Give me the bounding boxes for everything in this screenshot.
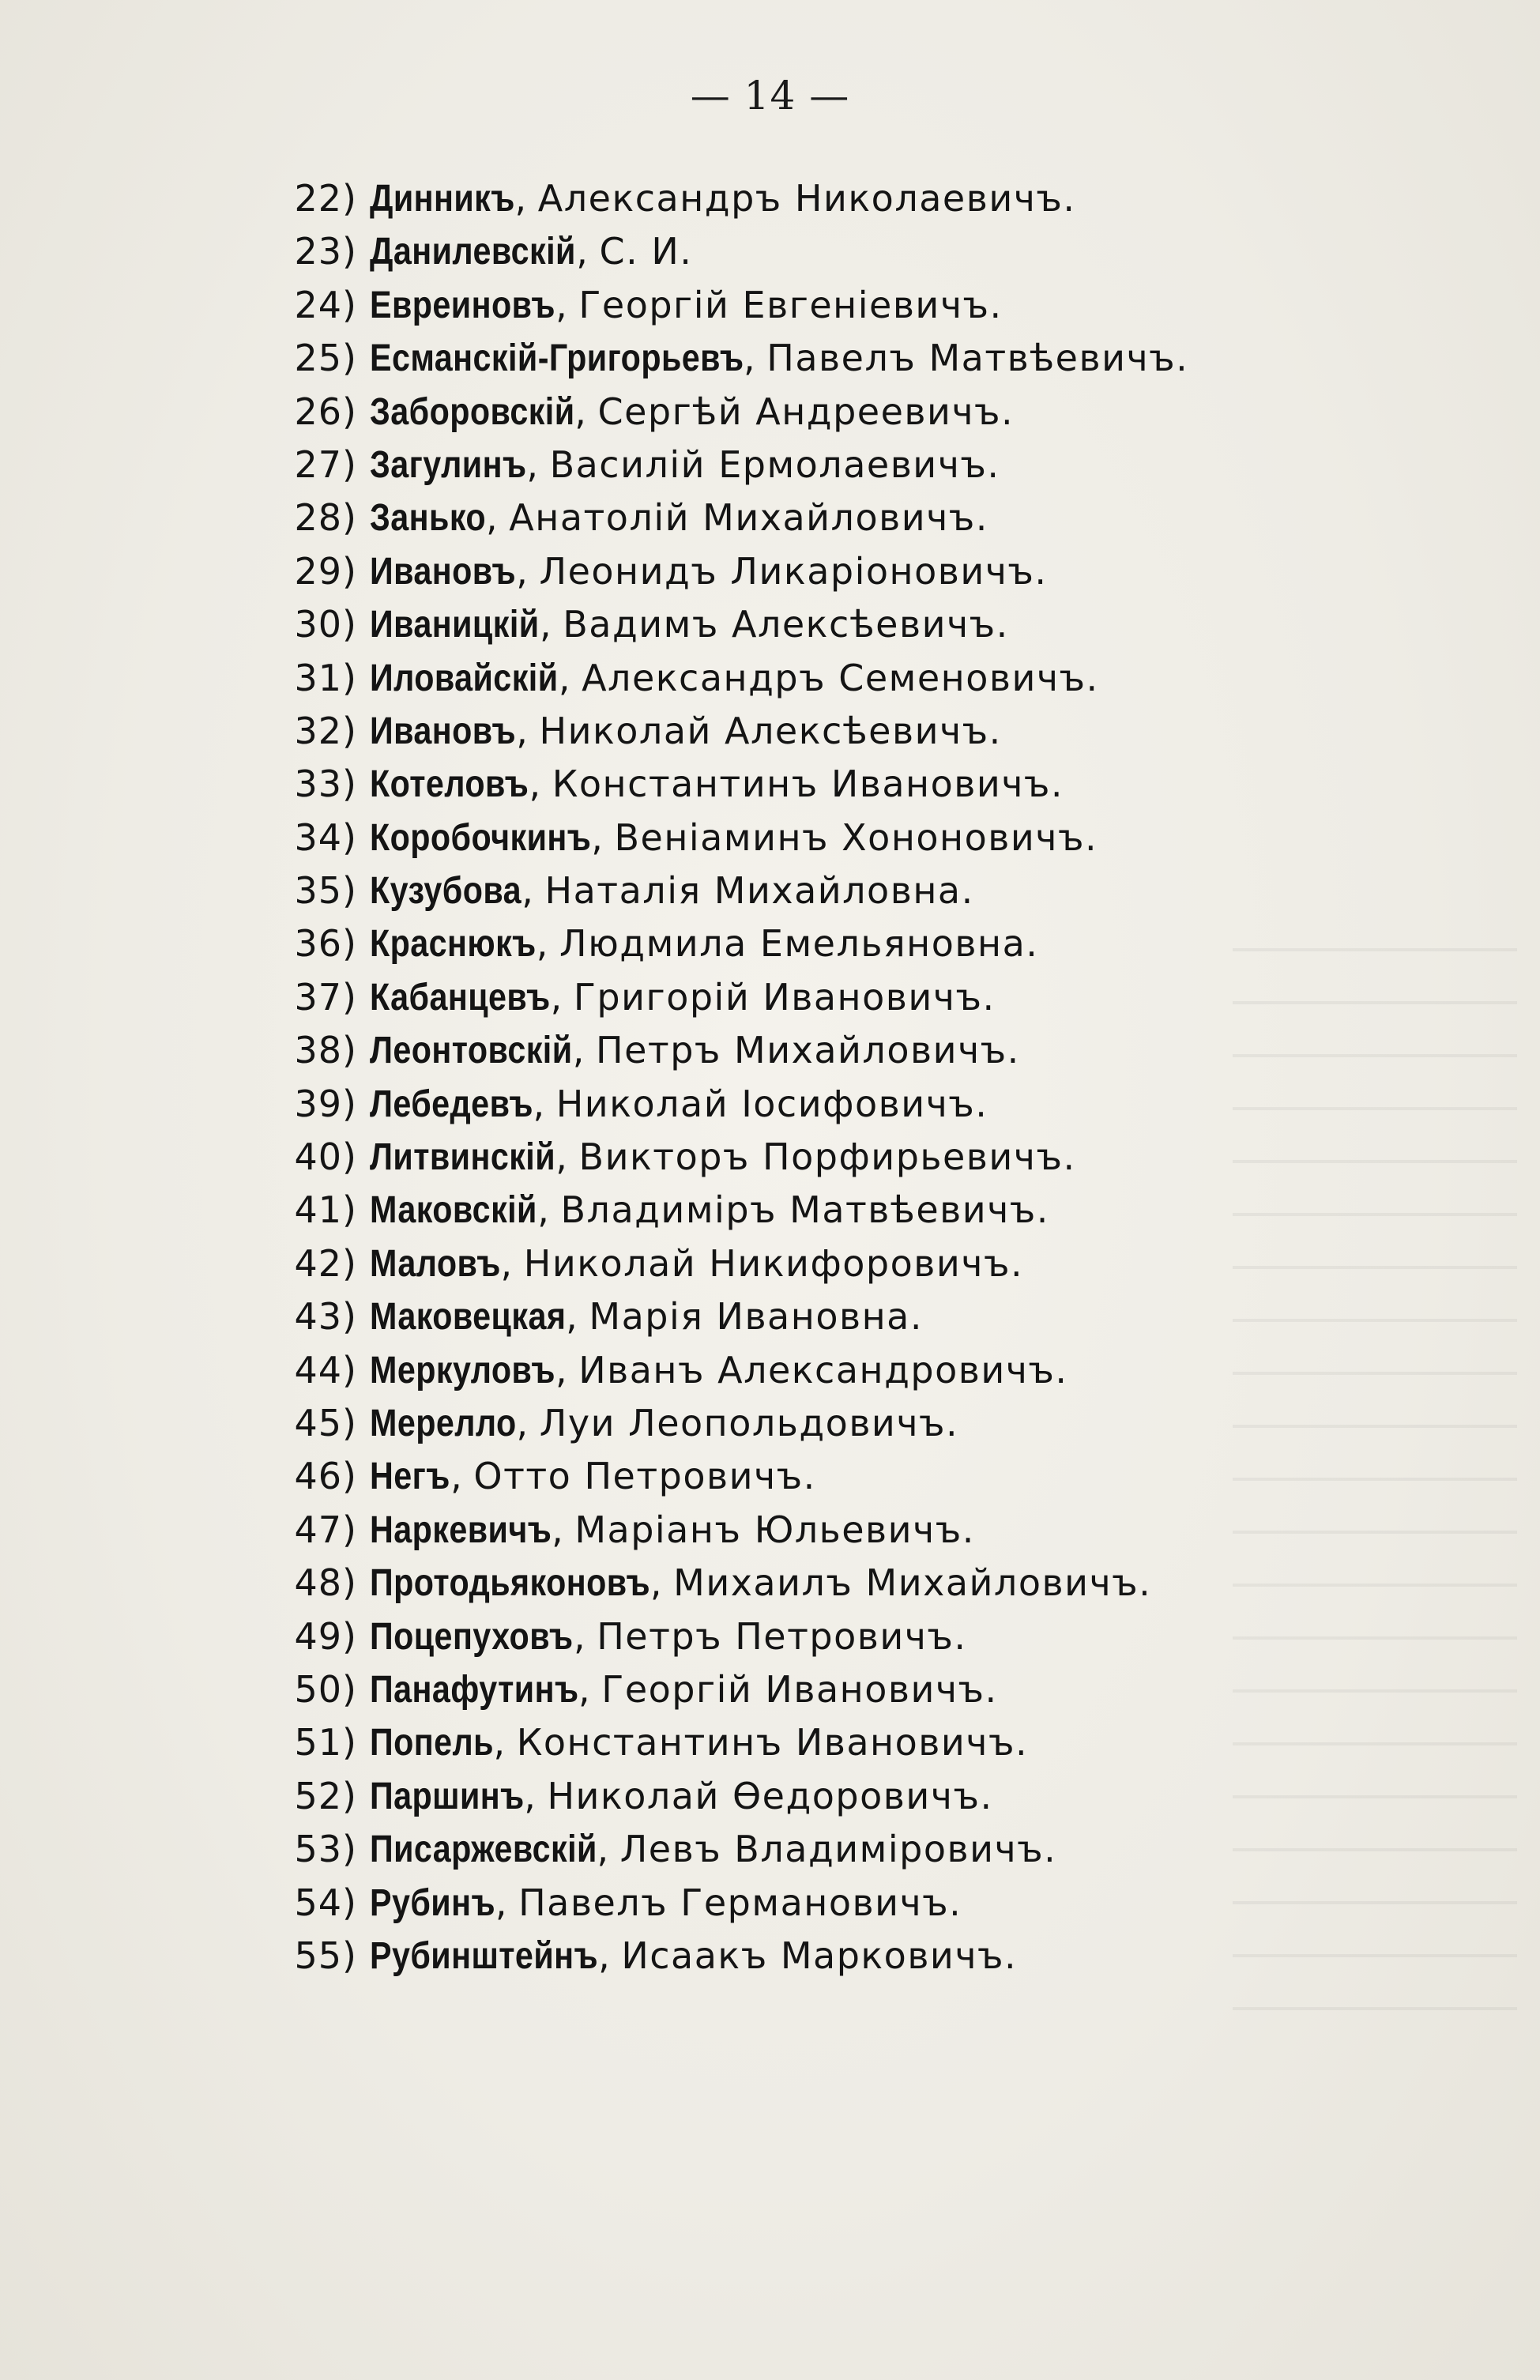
entry-surname: Писаржевскій (370, 1828, 597, 1871)
entry-number: 23) (294, 230, 357, 273)
entry-number: 46) (294, 1455, 357, 1498)
entry-surname: Негъ (370, 1455, 450, 1498)
list-item (261, 1184, 1446, 1237)
entry-separator: , (578, 1667, 602, 1711)
name-list (261, 172, 1446, 1983)
list-item (261, 758, 1446, 811)
entry-separator: , (516, 709, 540, 752)
entry-number: 52) (294, 1774, 357, 1817)
entry-given-name: Николай Іосифовичъ. (555, 1082, 988, 1125)
entry-number: 33) (294, 763, 357, 806)
entry-surname: Протодьяконовъ (370, 1562, 651, 1605)
entry-given-name: Павелъ Матвѣевичъ. (766, 337, 1189, 380)
list-item (261, 1823, 1446, 1876)
entry-surname: Наркевичъ (370, 1508, 552, 1551)
entry-separator: , (486, 496, 510, 540)
entry-number: 22) (294, 177, 357, 220)
entry-number: 30) (294, 603, 357, 646)
entry-given-name: Василій Ермолаевичъ. (549, 442, 1000, 486)
list-item (261, 1557, 1446, 1610)
entry-given-name: Николай Өедоровичъ. (547, 1774, 993, 1817)
entry-separator: , (558, 656, 582, 699)
list-item (261, 864, 1446, 917)
entry-separator: , (572, 1029, 597, 1072)
entry-separator: , (597, 1828, 620, 1871)
entry-surname: Данилевскій (370, 231, 576, 273)
list-item (261, 491, 1446, 544)
list-item (261, 705, 1446, 758)
entry-surname: Маковецкая (370, 1296, 567, 1339)
entry-surname: Леонтовскій (370, 1030, 573, 1072)
list-item (261, 332, 1446, 385)
list-item (261, 279, 1446, 332)
entry-number: 54) (294, 1881, 357, 1924)
list-item (261, 1663, 1446, 1716)
entry-number: 35) (294, 869, 357, 913)
entry-surname: Литвинскій (370, 1136, 556, 1179)
list-item (261, 1344, 1446, 1397)
entry-surname: Загулинъ (370, 443, 527, 486)
entry-number: 47) (294, 1508, 357, 1551)
entry-given-name: Иванъ Александровичъ. (578, 1348, 1068, 1391)
entry-number: 28) (294, 496, 357, 540)
entry-surname: Маловъ (370, 1242, 501, 1285)
entry-separator: , (555, 1348, 579, 1391)
entry-surname: Кузубова (370, 870, 522, 913)
entry-given-name: Маріанъ Юльевичъ. (574, 1508, 975, 1551)
entry-given-name: Павелъ Германовичъ. (518, 1881, 962, 1924)
entry-number: 41) (294, 1188, 357, 1232)
entry-number: 40) (294, 1135, 357, 1179)
entry-separator: , (574, 390, 598, 433)
entry-given-name: Михаилъ Михайловичъ. (673, 1561, 1152, 1605)
entry-separator: , (555, 1135, 579, 1179)
entry-separator: , (550, 975, 574, 1019)
entry-given-name: Отто Петровичъ. (473, 1455, 816, 1498)
list-item (261, 1450, 1446, 1503)
entry-given-name: Константинъ Ивановичъ. (552, 763, 1064, 806)
entry-given-name: Сергѣй Андреевичъ. (597, 390, 1015, 433)
list-item (261, 1770, 1446, 1823)
entry-number: 34) (294, 815, 357, 859)
list-item (261, 225, 1446, 278)
entry-number: 42) (294, 1241, 357, 1285)
entry-given-name: Людмила Емельяновна. (559, 922, 1039, 966)
list-item (261, 1930, 1446, 1983)
entry-number: 24) (294, 283, 357, 326)
entry-separator: , (514, 177, 538, 220)
list-item (261, 172, 1446, 225)
list-item (261, 1610, 1446, 1663)
page-number: — 14 — (690, 73, 850, 119)
list-item (261, 1237, 1446, 1290)
entry-separator: , (500, 1241, 524, 1285)
entry-separator: , (526, 442, 550, 486)
entry-given-name: Николай Алексѣевичъ. (539, 709, 1002, 752)
entry-given-name: Георгій Евгеніевичъ. (578, 283, 1003, 326)
entry-separator: , (552, 1508, 575, 1551)
list-item (261, 1024, 1446, 1077)
entry-surname: Панафутинъ (370, 1668, 579, 1711)
entry-surname: Ивановъ (370, 710, 517, 752)
list-item (261, 545, 1446, 598)
entry-number: 48) (294, 1561, 357, 1605)
list-item (261, 1078, 1446, 1131)
entry-number: 44) (294, 1348, 357, 1391)
entry-given-name: Александръ Семеновичъ. (582, 656, 1099, 699)
entry-number: 36) (294, 922, 357, 966)
entry-number: 32) (294, 709, 357, 752)
entry-surname: Попель (370, 1722, 494, 1764)
entry-separator: , (591, 815, 615, 859)
entry-separator: , (524, 1774, 548, 1817)
entry-surname: Заборовскій (370, 390, 575, 433)
entry-separator: , (493, 1721, 517, 1764)
entry-number: 51) (294, 1721, 357, 1764)
entry-separator: , (744, 337, 767, 380)
entry-given-name: Наталія Михайловна. (544, 869, 974, 913)
entry-separator: , (537, 1188, 561, 1232)
entry-number: 50) (294, 1667, 357, 1711)
entry-number: 26) (294, 390, 357, 433)
entry-number: 55) (294, 1934, 357, 1977)
entry-surname: Иваницкій (370, 604, 540, 646)
entry-separator: , (533, 1082, 556, 1125)
list-item (261, 917, 1446, 970)
entry-number: 43) (294, 1295, 357, 1339)
entry-given-name: Луи Леопольдовичъ. (539, 1401, 959, 1444)
entry-given-name: С. И. (599, 230, 693, 273)
entry-surname: Рубинъ (370, 1881, 495, 1924)
entry-given-name: Исаакъ Марковичъ. (621, 1934, 1018, 1977)
entry-given-name: Викторъ Порфирьевичъ. (578, 1135, 1076, 1179)
entry-separator: , (566, 1295, 589, 1339)
list-item (261, 812, 1446, 864)
entry-given-name: Веніаминъ Хононовичъ. (614, 815, 1098, 859)
entry-separator: , (576, 230, 600, 273)
list-item (261, 386, 1446, 439)
entry-separator: , (555, 283, 579, 326)
entry-separator: , (516, 1401, 540, 1444)
entry-given-name: Николай Никифоровичъ. (523, 1241, 1024, 1285)
entry-given-name: Вадимъ Алексѣевичъ. (563, 603, 1009, 646)
entry-number: 53) (294, 1828, 357, 1871)
entry-separator: , (521, 869, 545, 913)
entry-given-name: Владиміръ Матвѣевичъ. (560, 1188, 1049, 1232)
entry-number: 38) (294, 1029, 357, 1072)
entry-separator: , (598, 1934, 622, 1977)
entry-surname: Лебедевъ (370, 1083, 533, 1125)
entry-surname: Мерелло (370, 1402, 517, 1444)
entry-number: 39) (294, 1082, 357, 1125)
entry-given-name: Константинъ Ивановичъ. (516, 1721, 1029, 1764)
list-item (261, 1877, 1446, 1930)
entry-surname: Кабанцевъ (370, 976, 551, 1019)
entry-given-name: Александръ Николаевичъ. (537, 177, 1076, 220)
entry-surname: Есманскій-Григорьевъ (370, 337, 744, 380)
list-item (261, 1716, 1446, 1769)
entry-given-name: Григорій Ивановичъ. (573, 975, 996, 1019)
entry-separator: , (539, 603, 563, 646)
entry-surname: Котеловъ (370, 763, 529, 806)
list-item (261, 598, 1446, 651)
entry-surname: Евреиновъ (370, 284, 555, 326)
entry-given-name: Анатолій Михайловичъ. (509, 496, 988, 540)
entry-number: 49) (294, 1614, 357, 1658)
entry-surname: Динникъ (370, 178, 515, 220)
entry-separator: , (573, 1614, 597, 1658)
entry-given-name: Петръ Петровичъ. (597, 1614, 967, 1658)
entry-given-name: Левъ Владиміровичъ. (619, 1828, 1057, 1871)
list-item (261, 1131, 1446, 1184)
entry-surname: Коробочкинъ (370, 816, 592, 859)
entry-surname: Паршинъ (370, 1775, 525, 1817)
list-item (261, 1290, 1446, 1343)
list-item (261, 971, 1446, 1024)
entry-given-name: Петръ Михайловичъ. (596, 1029, 1020, 1072)
entry-separator: , (529, 763, 552, 806)
entry-number: 25) (294, 337, 357, 380)
entry-given-name: Леонидъ Ликаріоновичъ. (539, 549, 1048, 593)
list-item (261, 652, 1446, 705)
entry-surname: Иловайскій (370, 657, 559, 699)
entry-number: 29) (294, 549, 357, 593)
entry-number: 27) (294, 442, 357, 486)
entry-separator: , (650, 1561, 674, 1605)
entry-separator: , (536, 922, 559, 966)
entry-separator: , (450, 1455, 474, 1498)
entry-separator: , (495, 1881, 519, 1924)
entry-surname: Рубинштейнъ (370, 1934, 599, 1977)
entry-number: 45) (294, 1401, 357, 1444)
list-item (261, 439, 1446, 491)
entry-surname: Ивановъ (370, 550, 517, 593)
entry-number: 31) (294, 656, 357, 699)
entry-surname: Занько (370, 497, 487, 540)
entry-number: 37) (294, 975, 357, 1019)
list-item (261, 1504, 1446, 1557)
entry-given-name: Марія Ивановна. (589, 1295, 923, 1339)
entry-separator: , (516, 549, 540, 593)
entry-given-name: Георгій Ивановичъ. (601, 1667, 998, 1711)
list-item (261, 1397, 1446, 1450)
entry-surname: Краснюкъ (370, 923, 537, 966)
entry-surname: Меркуловъ (370, 1349, 555, 1391)
entry-surname: Маковскій (370, 1189, 537, 1232)
entry-surname: Поцепуховъ (370, 1615, 574, 1658)
